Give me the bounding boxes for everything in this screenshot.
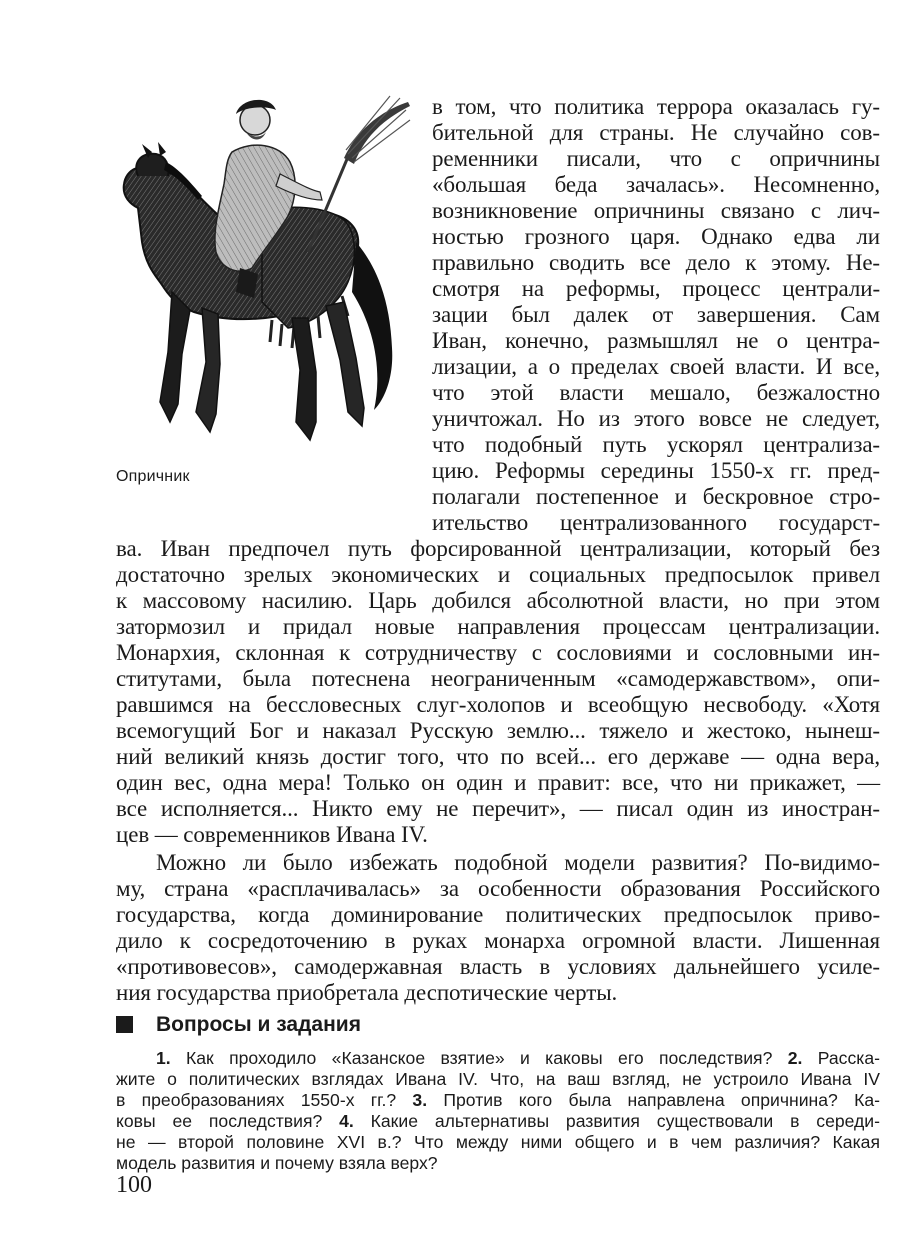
question-number: 1.	[156, 1048, 171, 1068]
question-text: не — второй половине XVI в.? Что между ними общего и в чем различия? Какая	[116, 1132, 880, 1152]
text-line: ва. Иван предпочел путь форсированной централизации, который без	[116, 536, 880, 561]
text-line: возникновение опричнины связано с лич-	[432, 198, 880, 223]
questions-heading	[116, 1012, 880, 1040]
text-line: ительство централизованного государст-	[432, 510, 880, 535]
oprichnik-illustration	[112, 92, 412, 454]
text-line: дило к сосредоточению в руках монарха огромной власти. Лишенная	[116, 928, 880, 953]
text-line: Монархия, склонная к сотрудничеству с сословиями и сословными ин-	[116, 640, 880, 665]
text-line: что подобный путь ускорял централиза-	[432, 432, 880, 457]
question-text: в преобразованиях 1550-х гг.?	[116, 1090, 413, 1110]
text-line: му, страна «расплачивалась» за особенности образования Российского	[116, 876, 880, 901]
text-line: цев — современников Ивана IV.	[116, 822, 428, 847]
text-line: к массовому насилию. Царь добился абсолютной власти, но при этом	[116, 588, 880, 613]
page-number: 100	[116, 1172, 152, 1198]
text-line: Иван, конечно, размышлял не о центра-	[432, 328, 880, 353]
question-line	[116, 1069, 880, 1090]
text-line: смотря на реформы, процесс централи-	[432, 276, 880, 301]
text-line: достаточно зрелых экономических и социальных предпосылок привел	[116, 562, 880, 587]
question-number: 2.	[787, 1048, 803, 1068]
text-line: цию. Реформы середины 1550-х гг. пред-	[432, 458, 880, 483]
text-line: зации был далек от завершения. Сам	[432, 302, 880, 327]
text-line: государства, когда доминирование политических предпосылок приво-	[116, 902, 880, 927]
question-text: жите о политических взглядах Ивана IV. Что, на ваш взгляд, не устроило Ивана IV	[116, 1069, 880, 1089]
question-text: ковы ее последствия?	[116, 1111, 340, 1131]
text-line: ний великий князь достиг того, что по всей... его державе — одна вера,	[116, 744, 880, 769]
question-line	[116, 1153, 880, 1174]
question-text: Расска-	[802, 1048, 880, 1068]
text-line: ститутами, была потеснена неограниченным «самодержавством», опи-	[116, 666, 880, 691]
question-number: 4.	[339, 1111, 354, 1131]
question-text: модель развития и почему взяла верх?	[116, 1153, 438, 1173]
question-line	[116, 1111, 880, 1132]
text-line: ременники писали, что с опричнины	[432, 146, 880, 171]
question-text: Против кого была направлена опричнина? Ка-	[427, 1090, 880, 1110]
text-line: равшимся на бессловесных слуг-холопов и всеобщую несвободу. «Хотя	[116, 692, 880, 717]
question-text: Какие альтернативы развития существовали в середи-	[353, 1111, 880, 1131]
question-line	[116, 1132, 880, 1153]
text-line: уничтожал. Но из этого вовсе не следует,	[432, 406, 880, 431]
text-line: лизации, а о пределах своей власти. И все,	[432, 354, 880, 379]
text-line: все исполняется... Никто ему не перечит», — писал один из иностран-	[116, 796, 880, 821]
figure-caption: Опричник	[116, 468, 190, 485]
text-line: бительной для страны. Не случайно сов-	[432, 120, 880, 145]
text-line: ния государства приобретала деспотические черты.	[116, 980, 618, 1005]
text-line: один вес, одна мера! Только он один и правит: все, что ни прикажет, —	[116, 770, 880, 795]
text-line: ностью грозного царя. Однако едва ли	[432, 224, 880, 249]
text-line: «большая беда зачалась». Несомненно,	[432, 172, 880, 197]
text-line: в том, что политика террора оказалась гу-	[432, 94, 880, 119]
text-line: полагали постепенное и бескровное стро-	[432, 484, 880, 509]
text-line: затормозил и придал новые направления процессам централизации.	[116, 614, 880, 639]
text-line: правильно сводить все дело к этому. Не-	[432, 250, 880, 275]
question-line	[116, 1048, 880, 1069]
question-text: Как проходило «Казанское взятие» и каковы его последствия?	[170, 1048, 788, 1068]
square-bullet-icon	[116, 1016, 133, 1033]
text-line: всемогущий Бог и наказал Русскую землю... тяжело и жестоко, нынеш-	[116, 718, 880, 743]
text-line: что этой власти мешало, безжалостно	[432, 380, 880, 405]
question-line	[116, 1090, 880, 1111]
question-number: 3.	[412, 1090, 428, 1110]
section-title: Вопросы и задания	[156, 1013, 361, 1036]
text-line: «противовесов», самодержавная власть в условиях дальнейшего усиле-	[116, 954, 880, 979]
text-line: Можно ли было избежать подобной модели развития? По-видимо-	[156, 850, 880, 875]
